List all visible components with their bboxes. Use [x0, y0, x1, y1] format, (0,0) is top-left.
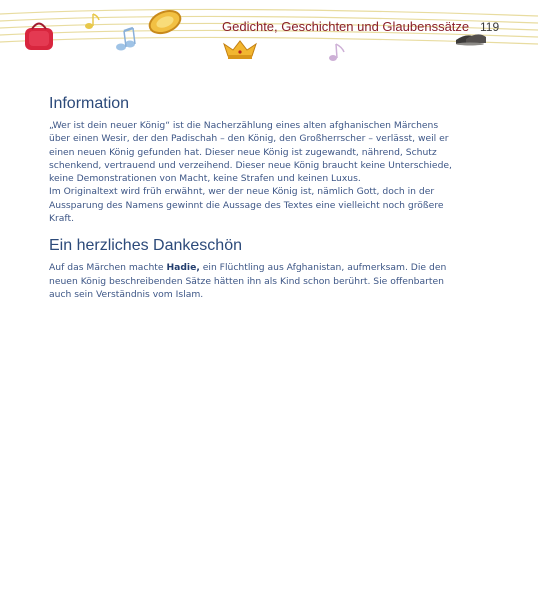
paragraph-text: Auf das Märchen machte — [49, 262, 167, 274]
main-content — [49, 95, 459, 301]
person-name: Hadie, — [166, 262, 200, 274]
body-paragraph: „Wer ist dein neuer König“ ist die Nacherzählung eines alten afghanischen Märchens über einen Wesir, der den Padischah – den König, den Großherrscher – verlässt, weil er einen neuen König gefunden hat. Dieser neue König ist zugewandt, nährend, Schutz schenkend, vertrauend und verzeihend. Dieser neue König braucht keine Unterschiede, keine Demonstrationen von Macht, keine Strafen und keinen Luxus. — [49, 120, 452, 185]
thanks-section — [49, 237, 459, 301]
music-note-icon — [85, 14, 99, 29]
music-note-icon — [329, 44, 344, 61]
body-paragraph — [49, 261, 459, 301]
information-section — [49, 95, 459, 225]
bag-icon — [25, 24, 53, 51]
tambourine-icon — [146, 7, 183, 38]
page-header — [0, 0, 538, 72]
shoes-icon — [456, 34, 486, 45]
body-paragraph: Im Originaltext wird früh erwähnt, wer der neue König ist, nämlich Gott, doch in der Aussparung des Namens gewinnt die Aussage des Textes eine vielleicht noch größere Kraft. — [49, 186, 444, 225]
header-decoration — [0, 0, 538, 72]
section-heading: Ein herzliches Dankeschön — [49, 237, 242, 255]
paragraph-text: ein Flüchtling aus Afghanistan, aufmerksam. Die den neuen König beschreibenden Sätze hätten ihn als Kind schon berührt. Sie offenbarten auch sein Verständnis vom Islam. — [49, 262, 447, 300]
page-number: 119 — [480, 20, 500, 34]
running-title: Gedichte, Geschichten und Glaubenssätze — [222, 19, 470, 34]
crown-icon — [224, 41, 256, 59]
section-heading: Information — [49, 95, 130, 112]
